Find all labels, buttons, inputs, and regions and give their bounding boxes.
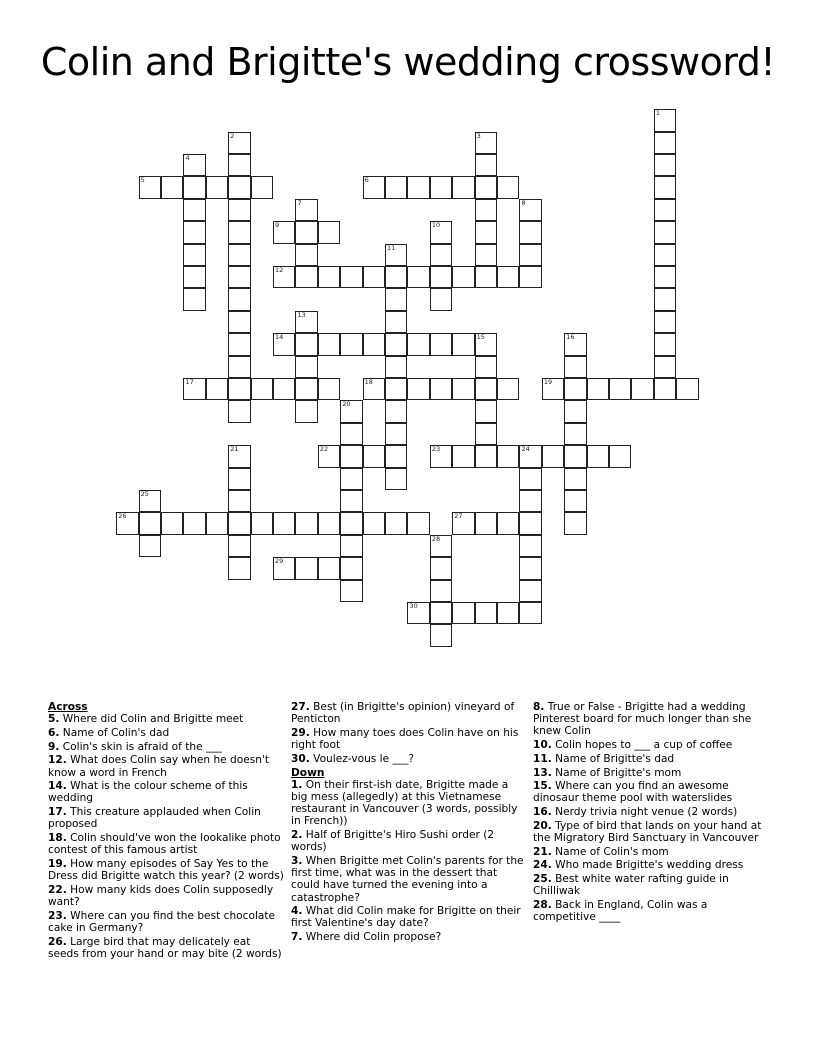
grid-cell[interactable] xyxy=(430,378,452,400)
grid-cell[interactable] xyxy=(340,580,362,602)
grid-cell[interactable] xyxy=(407,602,429,624)
grid-cell[interactable] xyxy=(295,378,317,400)
grid-cell[interactable] xyxy=(228,311,250,333)
grid-cell[interactable] xyxy=(564,468,586,490)
grid-cell[interactable] xyxy=(654,288,676,310)
grid-cell[interactable] xyxy=(228,378,250,400)
grid-cell[interactable] xyxy=(497,602,519,624)
clue-across-12: 12. What does Colin say when he doesn't know a word in French xyxy=(48,754,270,779)
grid-cell[interactable] xyxy=(519,468,541,490)
grid-cell[interactable] xyxy=(542,378,564,400)
clue-down-4: 4. What did Colin make for Brigitte on their first Valentine's day date? xyxy=(291,905,521,930)
grid-cell[interactable] xyxy=(609,378,631,400)
clue-number: 28 xyxy=(431,534,441,543)
grid-cell[interactable] xyxy=(385,400,407,422)
grid-cell[interactable] xyxy=(139,512,161,534)
grid-cell[interactable] xyxy=(183,266,205,288)
grid-cell[interactable] xyxy=(497,512,519,534)
grid-cell[interactable] xyxy=(385,356,407,378)
grid-cell[interactable] xyxy=(161,512,183,534)
grid-cell[interactable] xyxy=(654,378,676,400)
grid-cell[interactable] xyxy=(475,266,497,288)
grid-cell[interactable] xyxy=(452,266,474,288)
grid-cell[interactable] xyxy=(340,266,362,288)
grid-cell[interactable] xyxy=(587,378,609,400)
grid-cell[interactable] xyxy=(654,356,676,378)
grid-cell[interactable] xyxy=(385,468,407,490)
clue-down-15: 15. Where can you find an awesome dinosaur theme pool with waterslides xyxy=(533,780,733,805)
grid-cell[interactable] xyxy=(228,557,250,579)
clue-down-2: 2. Half of Brigitte's Hiro Sushi order (2 words) xyxy=(291,829,495,854)
grid-cell[interactable] xyxy=(228,512,250,534)
clue-across-23: 23. Where can you find the best chocolate cake in Germany? xyxy=(48,909,276,934)
grid-cell[interactable] xyxy=(273,221,295,243)
clues-column-1 xyxy=(48,701,284,962)
clue-number: 23 xyxy=(431,445,441,454)
grid-cell[interactable] xyxy=(251,176,273,198)
grid-cell[interactable] xyxy=(295,221,317,243)
clue-number: 30 xyxy=(409,602,418,611)
grid-cell[interactable] xyxy=(452,512,474,534)
grid-cell[interactable] xyxy=(183,221,205,243)
grid-cell[interactable] xyxy=(139,176,161,198)
grid-cell[interactable] xyxy=(676,378,698,400)
grid-cell[interactable] xyxy=(407,176,429,198)
clue-down-28: 28. Back in England, Colin was a competitive ____ xyxy=(533,899,708,924)
grid-cell[interactable] xyxy=(475,221,497,243)
grid-cell[interactable] xyxy=(318,266,340,288)
grid-cell[interactable] xyxy=(475,132,497,154)
clue-across-18: 18. Colin should've won the lookalike photo contest of this famous artist xyxy=(48,832,281,857)
clues-column-2 xyxy=(291,701,527,945)
clue-down-8: 8. True or False - Brigitte had a wedding Pinterest board for much longer than she knew Colin xyxy=(533,701,752,738)
clue-number: 3 xyxy=(476,131,481,140)
grid-cell[interactable] xyxy=(228,490,250,512)
grid-cell[interactable] xyxy=(251,512,273,534)
clue-number: 12 xyxy=(275,266,284,275)
grid-cell[interactable] xyxy=(430,580,452,602)
clue-down-1: 1. On their first-ish date, Brigitte made a big mess (allegedly) at this Vietnamese restaurant in Vancouver (3 words, possibly in French)) xyxy=(291,778,518,828)
clue-number: 16 xyxy=(566,333,575,342)
grid-cell[interactable] xyxy=(385,445,407,467)
grid-cell[interactable] xyxy=(340,468,362,490)
grid-cell[interactable] xyxy=(340,512,362,534)
grid-cell[interactable] xyxy=(654,333,676,355)
grid-cell[interactable] xyxy=(183,199,205,221)
clue-down-21: 21. Name of Colin's mom xyxy=(533,845,669,858)
clue-number: 1 xyxy=(655,109,660,118)
grid-cell[interactable] xyxy=(475,176,497,198)
clue-number: 14 xyxy=(275,333,284,342)
grid-cell[interactable] xyxy=(183,378,205,400)
grid-cell[interactable] xyxy=(452,333,474,355)
grid-cell[interactable] xyxy=(183,176,205,198)
clue-number: 27 xyxy=(454,512,463,521)
grid-cell[interactable] xyxy=(385,333,407,355)
grid-cell[interactable] xyxy=(654,176,676,198)
clue-across-6: 6. Name of Colin's dad xyxy=(48,726,170,739)
clue-number: 20 xyxy=(342,400,351,409)
grid-cell[interactable] xyxy=(340,445,362,467)
grid-cell[interactable] xyxy=(654,199,676,221)
grid-cell[interactable] xyxy=(519,445,541,467)
grid-cell[interactable] xyxy=(273,266,295,288)
grid-cell[interactable] xyxy=(340,423,362,445)
clue-across-14: 14. What is the colour scheme of this wedding xyxy=(48,780,248,805)
clue-number: 11 xyxy=(387,243,396,252)
grid-cell[interactable] xyxy=(206,176,228,198)
grid-cell[interactable] xyxy=(519,221,541,243)
grid-cell[interactable] xyxy=(407,512,429,534)
grid-cell[interactable] xyxy=(475,602,497,624)
grid-cell[interactable] xyxy=(318,333,340,355)
grid-cell[interactable] xyxy=(452,378,474,400)
grid-cell[interactable] xyxy=(228,176,250,198)
grid-cell[interactable] xyxy=(363,176,385,198)
clue-down-20: 20. Type of bird that lands on your hand at the Migratory Bird Sanctuary in Vancouver xyxy=(533,819,762,845)
across-header: Across xyxy=(48,701,88,713)
page-title: Colin and Brigitte's wedding crossword! xyxy=(40,40,776,84)
clue-number: 21 xyxy=(230,445,239,454)
grid-cell[interactable] xyxy=(385,176,407,198)
grid-cell[interactable] xyxy=(519,199,541,221)
clue-across-22: 22. How many kids does Colin supposedly want? xyxy=(48,883,274,909)
grid-cell[interactable] xyxy=(251,378,273,400)
clue-number: 7 xyxy=(297,198,302,207)
grid-cell[interactable] xyxy=(475,378,497,400)
grid-cell[interactable] xyxy=(183,512,205,534)
grid-cell[interactable] xyxy=(318,378,340,400)
grid-cell[interactable] xyxy=(273,557,295,579)
grid-cell[interactable] xyxy=(295,512,317,534)
grid-cell[interactable] xyxy=(587,445,609,467)
grid-cell[interactable] xyxy=(519,512,541,534)
grid-cell[interactable] xyxy=(295,199,317,221)
grid-cell[interactable] xyxy=(228,221,250,243)
grid-cell[interactable] xyxy=(430,557,452,579)
clue-across-17: 17. This creature applauded when Colin proposed xyxy=(48,806,261,831)
clue-across-29: 29. How many toes does Colin have on his right foot xyxy=(291,726,519,752)
grid-cell[interactable] xyxy=(407,266,429,288)
grid-cell[interactable] xyxy=(183,288,205,310)
grid-cell[interactable] xyxy=(183,154,205,176)
grid-cell[interactable] xyxy=(340,535,362,557)
grid-cell[interactable] xyxy=(295,333,317,355)
grid-cell[interactable] xyxy=(161,176,183,198)
grid-cell[interactable] xyxy=(475,445,497,467)
clue-number: 13 xyxy=(297,310,306,319)
grid-cell[interactable] xyxy=(318,512,340,534)
grid-cell[interactable] xyxy=(295,400,317,422)
grid-cell[interactable] xyxy=(519,557,541,579)
grid-cell[interactable] xyxy=(430,602,452,624)
clue-number: 8 xyxy=(521,198,526,207)
grid-cell[interactable] xyxy=(407,333,429,355)
grid-cell[interactable] xyxy=(475,333,497,355)
clue-number: 25 xyxy=(140,490,149,499)
grid-cell[interactable] xyxy=(519,602,541,624)
clue-number: 9 xyxy=(275,221,280,230)
clues-column-3 xyxy=(533,701,771,925)
grid-cell[interactable] xyxy=(273,512,295,534)
clue-down-24: 24. Who made Brigitte's wedding dress xyxy=(533,859,744,872)
clue-number: 19 xyxy=(543,378,553,387)
clue-down-13: 13. Name of Brigitte's mom xyxy=(533,766,682,779)
grid-cell[interactable] xyxy=(475,356,497,378)
grid-cell[interactable] xyxy=(228,132,250,154)
grid-cell[interactable] xyxy=(475,400,497,422)
grid-cell[interactable] xyxy=(542,445,564,467)
grid-cell[interactable] xyxy=(385,311,407,333)
grid-cell[interactable] xyxy=(654,154,676,176)
grid-cell[interactable] xyxy=(228,356,250,378)
grid-cell[interactable] xyxy=(430,288,452,310)
grid-cell[interactable] xyxy=(340,400,362,422)
grid-cell[interactable] xyxy=(452,445,474,467)
grid-cell[interactable] xyxy=(430,221,452,243)
clue-number: 4 xyxy=(185,154,190,163)
grid-cell[interactable] xyxy=(363,445,385,467)
grid-cell[interactable] xyxy=(139,535,161,557)
grid-cell[interactable] xyxy=(295,244,317,266)
clue-down-3: 3. When Brigitte met Colin's parents for the first time, what was in the dessert that could have turned the evening into a catastrophe? xyxy=(291,854,524,904)
grid-cell[interactable] xyxy=(228,199,250,221)
grid-cell[interactable] xyxy=(385,266,407,288)
clue-number: 29 xyxy=(275,557,284,566)
grid-cell[interactable] xyxy=(519,535,541,557)
grid-cell[interactable] xyxy=(273,378,295,400)
clue-down-11: 11. Name of Brigitte's dad xyxy=(533,752,675,765)
grid-cell[interactable] xyxy=(183,244,205,266)
grid-cell[interactable] xyxy=(654,109,676,131)
clue-number: 26 xyxy=(118,512,127,521)
grid-cell[interactable] xyxy=(228,468,250,490)
grid-cell[interactable] xyxy=(497,176,519,198)
grid-cell[interactable] xyxy=(564,423,586,445)
grid-cell[interactable] xyxy=(228,154,250,176)
grid-cell[interactable] xyxy=(228,535,250,557)
clue-across-26: 26. Large bird that may delicately eat seeds from your hand or may bite (2 words) xyxy=(48,935,282,960)
clue-across-9: 9. Colin's skin is afraid of the ___ xyxy=(48,740,222,753)
grid-cell[interactable] xyxy=(385,423,407,445)
grid-cell[interactable] xyxy=(295,356,317,378)
grid-cell[interactable] xyxy=(228,333,250,355)
grid-cell[interactable] xyxy=(654,221,676,243)
grid-cell[interactable] xyxy=(340,490,362,512)
grid-cell[interactable] xyxy=(654,132,676,154)
clue-down-16: 16. Nerdy trivia night venue (2 words) xyxy=(533,806,738,819)
grid-cell[interactable] xyxy=(228,400,250,422)
clue-number: 17 xyxy=(185,378,194,387)
grid-cell[interactable] xyxy=(654,311,676,333)
grid-cell[interactable] xyxy=(206,512,228,534)
grid-cell[interactable] xyxy=(475,244,497,266)
grid-cell[interactable] xyxy=(228,445,250,467)
grid-cell[interactable] xyxy=(631,378,653,400)
grid-cell[interactable] xyxy=(564,378,586,400)
clue-number: 2 xyxy=(230,131,235,140)
grid-cell[interactable] xyxy=(318,221,340,243)
clue-number: 10 xyxy=(431,221,441,230)
grid-cell[interactable] xyxy=(385,512,407,534)
clue-across-27: 27. Best (in Brigitte's opinion) vineyard of Penticton xyxy=(291,701,515,726)
clue-down-7: 7. Where did Colin propose? xyxy=(291,931,442,944)
grid-cell[interactable] xyxy=(228,288,250,310)
grid-cell[interactable] xyxy=(654,244,676,266)
clue-number: 18 xyxy=(364,378,373,387)
grid-cell[interactable] xyxy=(564,400,586,422)
grid-cell[interactable] xyxy=(475,154,497,176)
grid-cell[interactable] xyxy=(295,557,317,579)
grid-cell[interactable] xyxy=(318,445,340,467)
grid-cell[interactable] xyxy=(475,512,497,534)
grid-cell[interactable] xyxy=(564,333,586,355)
grid-cell[interactable] xyxy=(452,602,474,624)
grid-cell[interactable] xyxy=(363,378,385,400)
grid-cell[interactable] xyxy=(430,333,452,355)
grid-cell[interactable] xyxy=(318,557,340,579)
clue-across-19: 19. How many episodes of Say Yes to the Dress did Brigitte watch this year? (2 words) xyxy=(48,857,284,883)
grid-cell[interactable] xyxy=(139,490,161,512)
grid-cell[interactable] xyxy=(475,423,497,445)
grid-cell[interactable] xyxy=(295,266,317,288)
grid-cell[interactable] xyxy=(206,378,228,400)
grid-cell[interactable] xyxy=(519,490,541,512)
grid-cell[interactable] xyxy=(385,288,407,310)
clue-number: 15 xyxy=(476,333,485,342)
grid-cell[interactable] xyxy=(385,244,407,266)
grid-cell[interactable] xyxy=(116,512,138,534)
grid-cell[interactable] xyxy=(452,176,474,198)
clue-number: 6 xyxy=(364,176,369,185)
grid-cell[interactable] xyxy=(340,333,362,355)
grid-cell[interactable] xyxy=(430,266,452,288)
grid-cell[interactable] xyxy=(228,244,250,266)
grid-cell[interactable] xyxy=(363,266,385,288)
grid-cell[interactable] xyxy=(564,356,586,378)
clue-number: 22 xyxy=(319,445,329,454)
grid-cell[interactable] xyxy=(564,512,586,534)
grid-cell[interactable] xyxy=(430,624,452,646)
clue-across-30: 30. Voulez-vous le ___? xyxy=(291,752,415,765)
clue-down-25: 25. Best white water rafting guide in Chilliwak xyxy=(533,873,729,898)
clue-down-10: 10. Colin hopes to ___ a cup of coffee xyxy=(533,739,733,752)
grid-cell[interactable] xyxy=(497,445,519,467)
grid-cell[interactable] xyxy=(475,199,497,221)
clue-number: 24 xyxy=(521,445,530,454)
grid-cell[interactable] xyxy=(497,378,519,400)
grid-cell[interactable] xyxy=(519,580,541,602)
grid-cell[interactable] xyxy=(430,176,452,198)
grid-cell[interactable] xyxy=(519,244,541,266)
clue-across-5: 5. Where did Colin and Brigitte meet xyxy=(48,713,244,726)
grid-cell[interactable] xyxy=(430,445,452,467)
grid-cell[interactable] xyxy=(363,333,385,355)
grid-cell[interactable] xyxy=(654,266,676,288)
grid-cell[interactable] xyxy=(273,333,295,355)
grid-cell[interactable] xyxy=(564,445,586,467)
grid-cell[interactable] xyxy=(385,378,407,400)
grid-cell[interactable] xyxy=(564,490,586,512)
grid-cell[interactable] xyxy=(340,557,362,579)
grid-cell[interactable] xyxy=(519,266,541,288)
grid-cell[interactable] xyxy=(497,266,519,288)
grid-cell[interactable] xyxy=(407,378,429,400)
grid-cell[interactable] xyxy=(609,445,631,467)
grid-cell[interactable] xyxy=(228,266,250,288)
clue-number: 5 xyxy=(140,176,145,185)
grid-cell[interactable] xyxy=(430,535,452,557)
grid-cell[interactable] xyxy=(430,244,452,266)
grid-cell[interactable] xyxy=(363,512,385,534)
down-header: Down xyxy=(291,766,325,779)
grid-cell[interactable] xyxy=(295,311,317,333)
